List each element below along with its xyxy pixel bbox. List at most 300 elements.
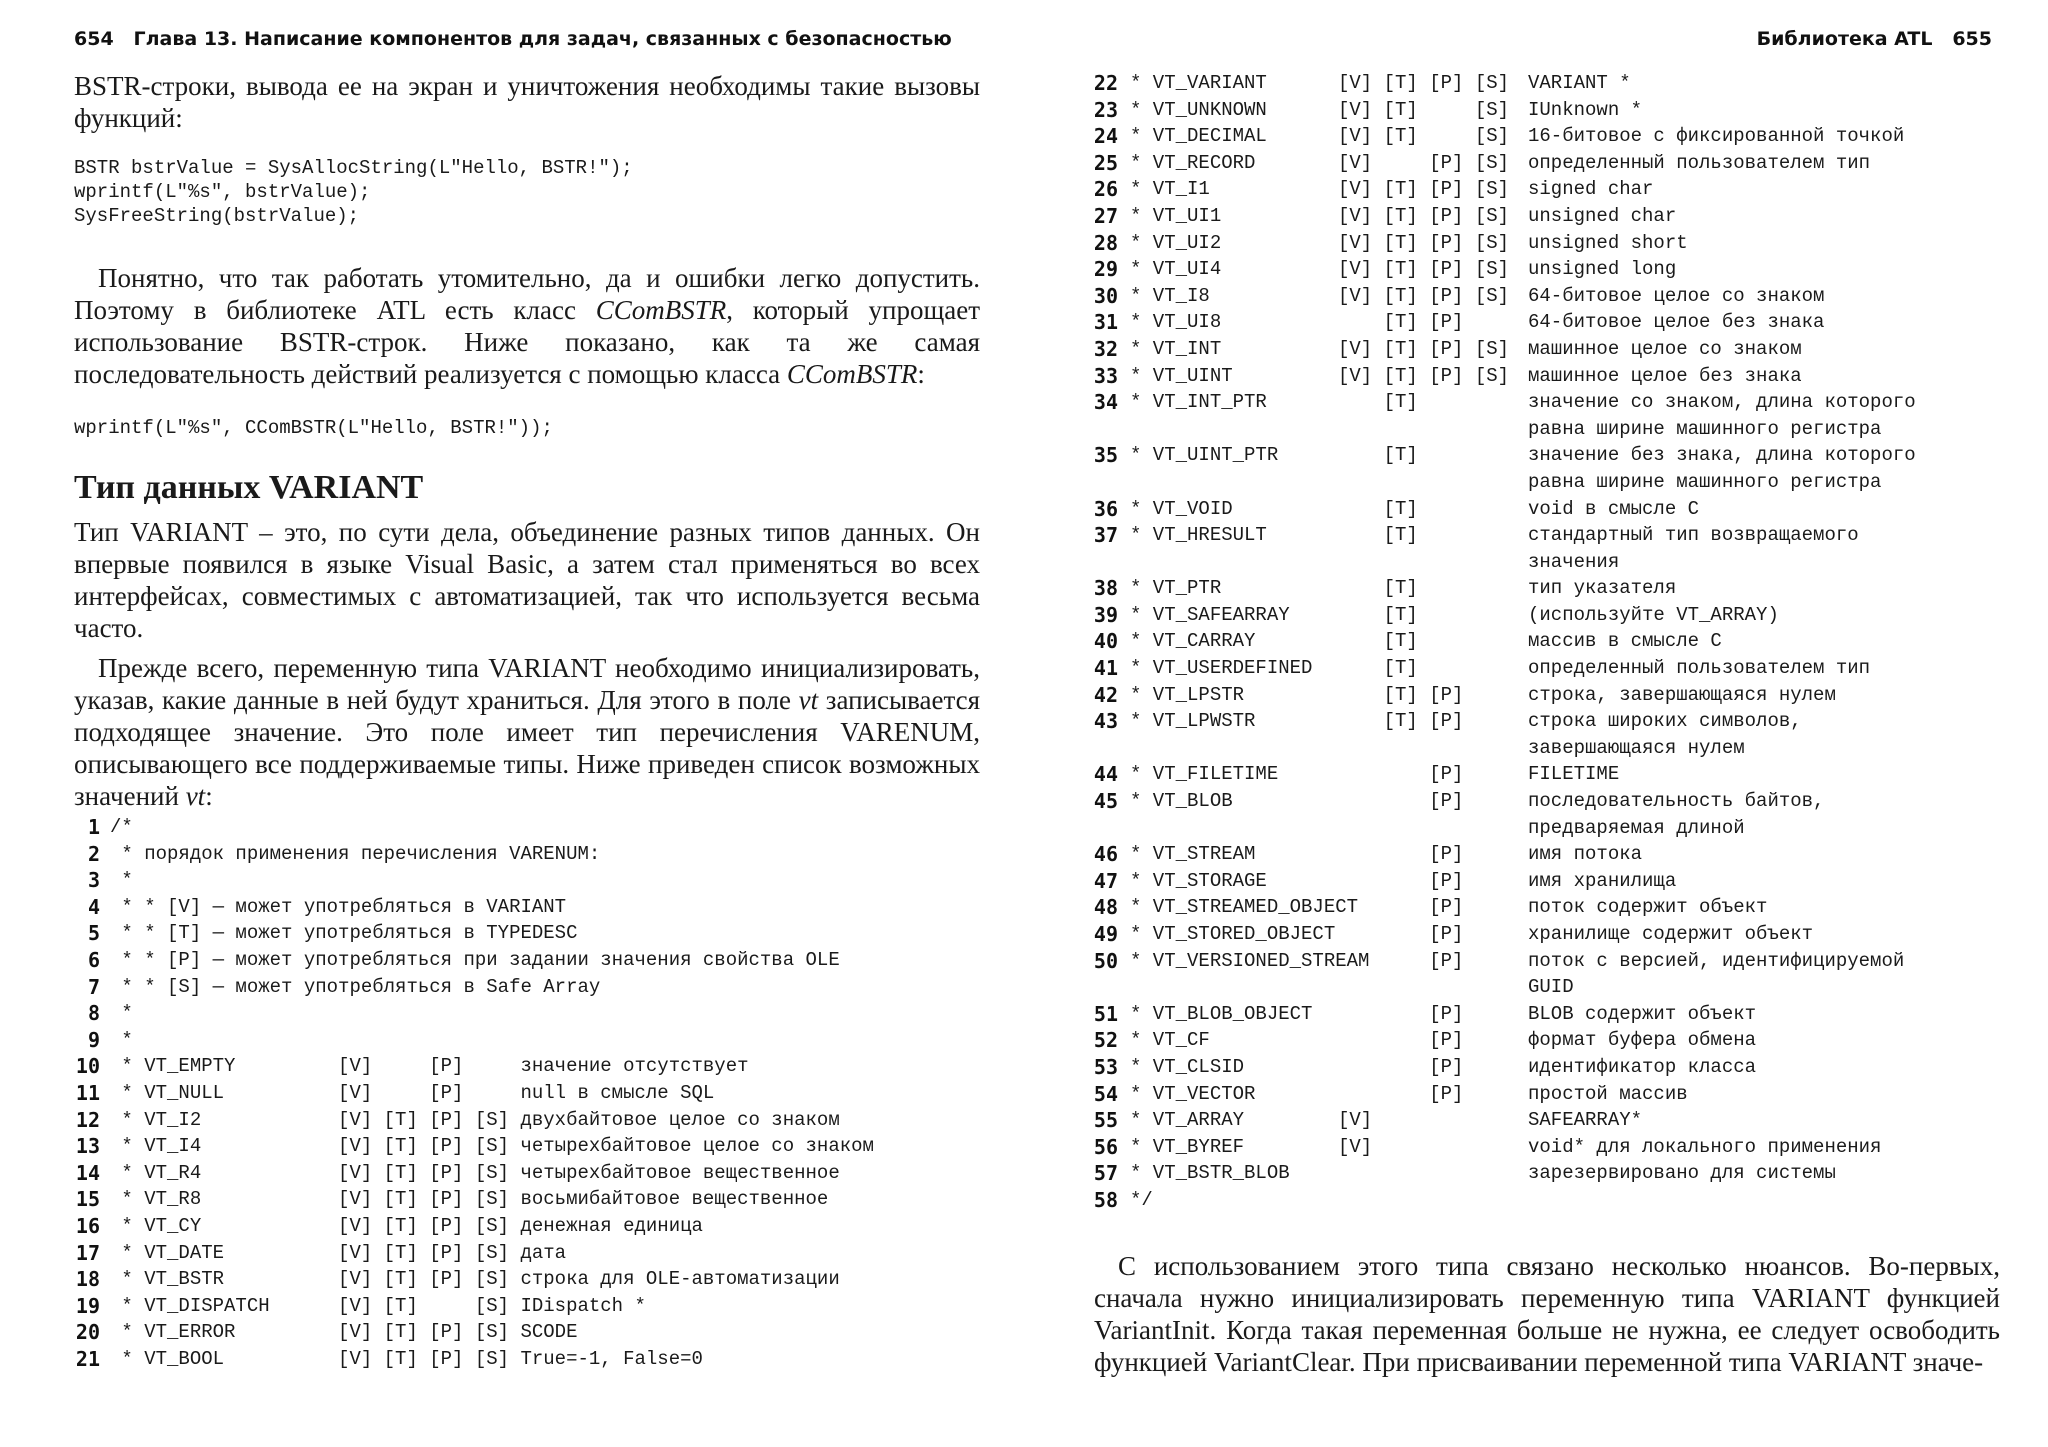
vt-name bbox=[1130, 735, 1338, 762]
listing-row bbox=[64, 1027, 1004, 1054]
vt-description: равна ширине машинного регистра bbox=[1528, 417, 1882, 440]
line-text: * bbox=[110, 1028, 133, 1051]
vt-name bbox=[1130, 549, 1338, 576]
line-number: 19 bbox=[75, 1293, 100, 1318]
vt-flags: [T] bbox=[1338, 630, 1418, 653]
emphasis-term: vt bbox=[798, 685, 819, 715]
vt-name: * VT_USERDEFINED bbox=[1130, 657, 1313, 680]
line-number: 27 bbox=[1093, 203, 1118, 228]
line-number: 58 bbox=[1093, 1187, 1118, 1212]
vt-name: * VT_VARIANT bbox=[1130, 72, 1267, 94]
vt-flags: [V] bbox=[1338, 1135, 1373, 1158]
listing-row bbox=[64, 867, 1004, 894]
vt-description: зарезервировано для системы bbox=[1528, 1162, 1836, 1185]
vt-name: * VT_RECORD bbox=[1130, 151, 1256, 174]
line-text: * VT_CY [V] [T] [P] [S] денежная единица bbox=[110, 1214, 703, 1237]
line-text: * VT_ERROR [V] [T] [P] [S] SCODE bbox=[110, 1321, 578, 1344]
vt-name: * VT_I8 bbox=[1130, 284, 1210, 307]
vt-description: определенный пользователем тип bbox=[1528, 657, 1871, 680]
vt-description: имя хранилища bbox=[1528, 869, 1677, 892]
vt-name: * VT_CARRAY bbox=[1130, 630, 1256, 653]
listing-row bbox=[1070, 442, 2020, 469]
listing-row bbox=[64, 1240, 1004, 1267]
line-text: * VT_I4 [V] [T] [P] [S] четырехбайтовое целое со знаком bbox=[110, 1135, 874, 1158]
line-number: 56 bbox=[1093, 1134, 1118, 1159]
listing-row bbox=[1070, 1027, 2020, 1054]
vt-flags: [V] [T] [P] [S] bbox=[1338, 284, 1510, 307]
varenum-listing-right bbox=[1070, 70, 2020, 1214]
vt-name: * VT_LPSTR bbox=[1130, 683, 1245, 706]
vt-flags: [T] bbox=[1338, 497, 1418, 520]
left-page-number: 654 bbox=[74, 28, 114, 50]
line-number: 3 bbox=[87, 868, 100, 893]
listing-row bbox=[1070, 761, 2020, 788]
vt-description: простой массив bbox=[1528, 1082, 1688, 1105]
line-number: 4 bbox=[87, 894, 100, 919]
listing-row bbox=[1070, 363, 2020, 390]
line-number: 1 bbox=[87, 815, 100, 839]
line-number: 17 bbox=[75, 1240, 100, 1265]
line-number: 21 bbox=[75, 1346, 100, 1371]
vt-description: завершающаяся нулем bbox=[1528, 736, 1745, 759]
listing-row bbox=[64, 1107, 1004, 1134]
vt-name: * VT_UI4 bbox=[1130, 258, 1222, 281]
paragraph-text: Прежде всего, переменную типа VARIANT необходимо инициализировать, указав, какие данные в ней будут храниться. Для этого в поле bbox=[74, 653, 980, 715]
listing-row bbox=[1070, 522, 2020, 549]
line-number: 57 bbox=[1093, 1161, 1118, 1186]
line-number: 2 bbox=[87, 841, 100, 866]
line-number: 53 bbox=[1093, 1054, 1118, 1079]
line-number: 24 bbox=[1093, 124, 1118, 149]
line-text: * VT_DISPATCH [V] [T] [S] IDispatch * bbox=[110, 1294, 646, 1317]
listing-row bbox=[64, 1053, 1004, 1080]
listing-row bbox=[1070, 1134, 2020, 1161]
listing-row bbox=[1070, 176, 2020, 203]
vt-description: строка, завершающаяся нулем bbox=[1528, 683, 1836, 706]
paragraph-text: Понятно, что так работать утомительно, да и ошибки легко допустить. Поэтому в библиотеке ATL есть класс bbox=[74, 263, 980, 325]
listing-row bbox=[64, 841, 1004, 868]
line-text: * порядок применения перечисления VARENUM: bbox=[110, 842, 601, 865]
listing-row bbox=[1070, 682, 2020, 709]
line-text: * VT_BOOL [V] [T] [P] [S] True=-1, False=0 bbox=[110, 1347, 703, 1370]
emphasis-term: vt bbox=[185, 781, 206, 811]
vt-description: тип указателя bbox=[1528, 577, 1677, 600]
vt-description: unsigned short bbox=[1528, 231, 1688, 254]
vt-description: unsigned long bbox=[1528, 258, 1677, 281]
line-number: 5 bbox=[87, 921, 100, 946]
vt-flags: [V] [T] [P] [S] bbox=[1338, 364, 1510, 387]
vt-description: формат буфера обмена bbox=[1528, 1029, 1757, 1052]
vt-name: * VT_BLOB_OBJECT bbox=[1130, 1002, 1313, 1025]
line-text: * VT_R8 [V] [T] [P] [S] восьмибайтовое вещественное bbox=[110, 1188, 829, 1211]
listing-continuation-row bbox=[1070, 549, 2020, 576]
vt-name bbox=[1130, 974, 1338, 1001]
line-number: 34 bbox=[1093, 390, 1118, 415]
listing-row bbox=[1070, 575, 2020, 602]
line-number: 42 bbox=[1093, 682, 1118, 707]
line-number: 11 bbox=[75, 1080, 100, 1105]
listing-row bbox=[1070, 150, 2020, 177]
vt-description: строка широких символов, bbox=[1528, 710, 1802, 733]
listing-row bbox=[64, 947, 1004, 974]
vt-flags bbox=[1338, 1187, 1528, 1214]
varenum-listing-left bbox=[64, 814, 1004, 1372]
listing-row bbox=[64, 1080, 1004, 1107]
listing-row bbox=[1070, 309, 2020, 336]
listing-row bbox=[1070, 283, 2020, 310]
vt-name: * VT_INT_PTR bbox=[1130, 391, 1267, 414]
vt-description: значение без знака, длина которого bbox=[1528, 444, 1916, 467]
line-number: 36 bbox=[1093, 496, 1118, 521]
vt-name: * VT_LPWSTR bbox=[1130, 710, 1256, 733]
intro-paragraph: BSTR-строки, вывода ее на экран и уничтожения необходимы такие вызовы функций: bbox=[74, 71, 980, 133]
listing-row bbox=[1070, 336, 2020, 363]
vt-flags: [P] bbox=[1338, 1029, 1464, 1052]
listing-continuation-row bbox=[1070, 469, 2020, 496]
vt-flags: [T] [P] bbox=[1338, 683, 1464, 706]
line-number: 15 bbox=[75, 1187, 100, 1212]
line-number: 46 bbox=[1093, 842, 1118, 867]
vt-flags: [P] bbox=[1338, 1002, 1464, 1025]
vt-description: void в смысле C bbox=[1528, 497, 1700, 520]
vt-flags: [P] bbox=[1338, 896, 1464, 919]
vt-name: * VT_CLSID bbox=[1130, 1055, 1245, 1078]
line-text: * * [P] — может употребляться при задании значения свойства OLE bbox=[110, 948, 840, 971]
line-number: 49 bbox=[1093, 922, 1118, 946]
vt-flags: [P] bbox=[1338, 843, 1464, 866]
vt-flags: [V] [T] [P] [S] bbox=[1338, 204, 1510, 227]
line-number: 8 bbox=[87, 1001, 100, 1026]
line-text: * bbox=[110, 869, 133, 892]
vt-flags: [T] bbox=[1338, 577, 1418, 600]
listing-continuation-row bbox=[1070, 735, 2020, 762]
vt-flags: [T] bbox=[1338, 391, 1418, 414]
vt-flags: [V] [T] [P] [S] bbox=[1338, 337, 1510, 360]
listing-row bbox=[64, 1346, 1004, 1373]
line-number: 28 bbox=[1093, 230, 1118, 255]
vt-description: void* для локального применения bbox=[1528, 1135, 1882, 1158]
paragraph-variant-nuances: С использованием этого типа связано несколько нюансов. Во-первых, сначала нужно инициализировать переменную типа VARIANT функцией VariantInit. Когда такая переменная больше не нужна, ее следует освободить функцией VariantClear. При присваивании переменной типа VARIANT значе- bbox=[1094, 1251, 2000, 1377]
line-number: 16 bbox=[75, 1213, 100, 1238]
vt-description: FILETIME bbox=[1528, 763, 1620, 786]
vt-flags: [P] bbox=[1338, 923, 1464, 945]
vt-flags bbox=[1338, 735, 1528, 762]
vt-name: * VT_FILETIME bbox=[1130, 763, 1279, 786]
left-chapter-title: Глава 13. Написание компонентов для задач, связанных с безопасностью bbox=[133, 28, 952, 50]
listing-row bbox=[64, 1319, 1004, 1346]
vt-description: предваряемая длиной bbox=[1528, 816, 1745, 839]
vt-description: хранилище содержит объект bbox=[1528, 923, 1814, 945]
vt-flags: [P] bbox=[1338, 763, 1464, 786]
vt-flags: [V] [T] [P] [S] bbox=[1338, 72, 1510, 94]
vt-flags: [V] [T] [S] bbox=[1338, 125, 1510, 148]
line-number: 48 bbox=[1093, 895, 1118, 920]
vt-flags bbox=[1338, 416, 1528, 443]
listing-row bbox=[1070, 1054, 2020, 1081]
line-number: 55 bbox=[1093, 1108, 1118, 1133]
listing-row bbox=[1070, 256, 2020, 283]
vt-name bbox=[1130, 815, 1338, 842]
listing-row bbox=[1070, 1107, 2020, 1134]
right-running-header bbox=[1757, 28, 1992, 50]
line-number: 9 bbox=[87, 1027, 100, 1052]
vt-flags: [P] bbox=[1338, 869, 1464, 892]
line-number: 41 bbox=[1093, 656, 1118, 681]
line-number: 50 bbox=[1093, 948, 1118, 973]
listing-row bbox=[1070, 230, 2020, 257]
vt-flags bbox=[1338, 1160, 1528, 1187]
code-block-1 bbox=[74, 156, 980, 228]
vt-flags: [T] bbox=[1338, 444, 1418, 467]
line-number: 14 bbox=[75, 1160, 100, 1185]
line-number: 13 bbox=[75, 1134, 100, 1159]
vt-flags bbox=[1338, 974, 1528, 1001]
listing-row bbox=[1070, 868, 2020, 895]
listing-continuation-row bbox=[1070, 815, 2020, 842]
vt-description: определенный пользователем тип bbox=[1528, 151, 1871, 174]
vt-flags bbox=[1338, 815, 1528, 842]
line-text: * VT_EMPTY [V] [P] значение отсутствует bbox=[110, 1055, 749, 1078]
listing-row bbox=[64, 1293, 1004, 1320]
line-number: 6 bbox=[87, 947, 100, 972]
vt-name: * VT_UI2 bbox=[1130, 231, 1222, 254]
vt-description: последовательность байтов, bbox=[1528, 790, 1825, 813]
vt-description: значение со знаком, длина которого bbox=[1528, 391, 1916, 414]
vt-description: машинное целое со знаком bbox=[1528, 337, 1802, 360]
vt-description: 64-битовое целое со знаком bbox=[1528, 284, 1825, 307]
code-line: BSTR bstrValue = SysAllocString(L"Hello, BSTR!"); bbox=[74, 157, 633, 179]
line-number: 52 bbox=[1093, 1028, 1118, 1053]
listing-row bbox=[64, 920, 1004, 947]
vt-name: * VT_STREAMED_OBJECT bbox=[1130, 896, 1359, 919]
line-text: * bbox=[110, 1002, 133, 1025]
vt-flags: [P] bbox=[1338, 949, 1464, 972]
vt-description: имя потока bbox=[1528, 843, 1643, 866]
listing-row bbox=[1070, 1160, 2020, 1187]
vt-flags: [T] bbox=[1338, 657, 1418, 680]
vt-flags: [T] bbox=[1338, 524, 1418, 547]
line-number: 35 bbox=[1093, 443, 1118, 468]
vt-description: 16-битовое с фиксированной точкой bbox=[1528, 125, 1905, 148]
vt-flags: [V] [T] [P] [S] bbox=[1338, 178, 1510, 201]
listing-row bbox=[64, 894, 1004, 921]
line-number: 33 bbox=[1093, 363, 1118, 388]
line-text: * VT_DATE [V] [T] [P] [S] дата bbox=[110, 1241, 567, 1264]
listing-row bbox=[1070, 948, 2020, 975]
line-number: 40 bbox=[1093, 629, 1118, 654]
vt-description: IUnknown * bbox=[1528, 98, 1643, 121]
listing-row bbox=[1070, 655, 2020, 682]
listing-row bbox=[64, 1160, 1004, 1187]
listing-row bbox=[1070, 97, 2020, 124]
vt-name: * VT_BSTR_BLOB bbox=[1130, 1162, 1290, 1185]
listing-row bbox=[64, 1266, 1004, 1293]
line-number: 12 bbox=[75, 1107, 100, 1132]
line-text: * * [V] — может употребляться в VARIANT bbox=[110, 895, 567, 918]
vt-name: * VT_ARRAY bbox=[1130, 1109, 1245, 1132]
line-number: 44 bbox=[1093, 762, 1118, 787]
listing-row bbox=[1070, 921, 2020, 948]
line-text: * * [T] — может употребляться в TYPEDESC bbox=[110, 922, 578, 945]
line-number: 47 bbox=[1093, 868, 1118, 893]
line-text: * * [S] — может употребляться в Safe Array bbox=[110, 975, 601, 998]
line-number: 18 bbox=[75, 1267, 100, 1292]
vt-description: (используйте VT_ARRAY) bbox=[1528, 603, 1779, 626]
vt-flags: [P] bbox=[1338, 1055, 1464, 1078]
line-number: 23 bbox=[1093, 97, 1118, 122]
right-page bbox=[1024, 0, 2048, 1447]
line-text: * VT_NULL [V] [P] null в смысле SQL bbox=[110, 1081, 715, 1104]
listing-row bbox=[1070, 1187, 2020, 1214]
vt-name: * VT_UINT_PTR bbox=[1130, 444, 1279, 467]
vt-description: массив в смысле C bbox=[1528, 630, 1722, 653]
code-line: wprintf(L"%s", bstrValue); bbox=[74, 181, 371, 203]
paragraph-variant-intro: Тип VARIANT – это, по сути дела, объединение разных типов данных. Он впервые появился в языке Visual Basic, а затем стал применяться во всех интерфейсах, совместимых с автоматизацией, так что используется весьма часто. bbox=[74, 517, 980, 643]
vt-name: */ bbox=[1130, 1188, 1153, 1211]
vt-description: поток содержит объект bbox=[1528, 896, 1768, 919]
paragraph-ccombstr bbox=[74, 262, 980, 390]
vt-description: машинное целое без знака bbox=[1528, 364, 1802, 387]
line-number: 7 bbox=[87, 974, 100, 999]
listing-row bbox=[1070, 1081, 2020, 1108]
vt-description: BLOB содержит объект bbox=[1528, 1002, 1757, 1025]
vt-flags: [V] [T] [P] [S] bbox=[1338, 231, 1510, 254]
vt-name: * VT_INT bbox=[1130, 337, 1222, 360]
listing-row bbox=[64, 814, 1004, 841]
line-number: 31 bbox=[1093, 310, 1118, 335]
vt-flags: [P] bbox=[1338, 790, 1464, 813]
right-section-title: Библиотека ATL bbox=[1756, 28, 1933, 50]
vt-name: * VT_UNKNOWN bbox=[1130, 98, 1267, 121]
line-number: 43 bbox=[1093, 709, 1118, 734]
vt-name: * VT_CF bbox=[1130, 1029, 1210, 1052]
line-number: 10 bbox=[75, 1054, 100, 1079]
vt-flags: [T] [P] bbox=[1338, 710, 1464, 733]
listing-continuation-row bbox=[1070, 416, 2020, 443]
vt-name: * VT_VOID bbox=[1130, 497, 1233, 520]
vt-flags bbox=[1338, 469, 1528, 496]
listing-row bbox=[1070, 1001, 2020, 1028]
vt-name: * VT_UI8 bbox=[1130, 311, 1222, 334]
vt-name: * VT_VECTOR bbox=[1130, 1082, 1256, 1105]
line-number: 51 bbox=[1093, 1001, 1118, 1026]
line-number: 20 bbox=[75, 1320, 100, 1345]
listing-row bbox=[1070, 389, 2020, 416]
paragraph-text: записывается подходящее значение. Это поле имеет тип перечисления VARENUM, описывающего все поддерживаемые типы. Ниже приведен список возможных значений bbox=[74, 685, 980, 811]
vt-flags: [V] [T] [P] [S] bbox=[1338, 258, 1510, 281]
vt-description: VARIANT * bbox=[1528, 72, 1631, 94]
line-number: 22 bbox=[1093, 71, 1118, 95]
emphasis-term: CComBSTR bbox=[786, 359, 918, 389]
line-number: 37 bbox=[1093, 523, 1118, 548]
line-number: 38 bbox=[1093, 576, 1118, 601]
vt-description: unsigned char bbox=[1528, 204, 1677, 227]
listing-row bbox=[1070, 496, 2020, 523]
vt-description: стандартный тип возвращаемого bbox=[1528, 524, 1859, 547]
line-text: * VT_R4 [V] [T] [P] [S] четырехбайтовое вещественное bbox=[110, 1161, 840, 1184]
vt-name bbox=[1130, 469, 1338, 496]
vt-description: равна ширине машинного регистра bbox=[1528, 470, 1882, 493]
line-number: 39 bbox=[1093, 602, 1118, 627]
vt-flags: [V] [P] [S] bbox=[1338, 151, 1510, 174]
vt-description: SAFEARRAY* bbox=[1528, 1109, 1643, 1132]
vt-name: * VT_STREAM bbox=[1130, 843, 1256, 866]
line-number: 29 bbox=[1093, 257, 1118, 282]
listing-row bbox=[1070, 788, 2020, 815]
listing-row bbox=[64, 1000, 1004, 1027]
line-text: * VT_I2 [V] [T] [P] [S] двухбайтовое целое со знаком bbox=[110, 1108, 840, 1131]
vt-description: signed char bbox=[1528, 178, 1654, 201]
line-number: 54 bbox=[1093, 1081, 1118, 1106]
listing-row bbox=[64, 974, 1004, 1001]
vt-flags: [T] bbox=[1338, 603, 1418, 626]
vt-flags: [V] bbox=[1338, 1109, 1373, 1132]
vt-name bbox=[1130, 416, 1338, 443]
vt-name: * VT_I1 bbox=[1130, 178, 1210, 201]
right-page-number: 655 bbox=[1952, 28, 1992, 50]
listing-row bbox=[64, 1186, 1004, 1213]
vt-name: * VT_PTR bbox=[1130, 577, 1222, 600]
listing-row bbox=[1070, 841, 2020, 868]
code-block-2: wprintf(L"%s", CComBSTR(L"Hello, BSTR!")); bbox=[74, 417, 553, 439]
vt-description: идентификатор класса bbox=[1528, 1055, 1757, 1078]
vt-description: поток с версией, идентифицируемой bbox=[1528, 949, 1905, 972]
line-text: * VT_BSTR [V] [T] [P] [S] строка для OLE-автоматизации bbox=[110, 1268, 840, 1291]
line-text: /* bbox=[110, 816, 133, 838]
vt-name: * VT_BYREF bbox=[1130, 1135, 1245, 1158]
vt-name: * VT_HRESULT bbox=[1130, 524, 1267, 547]
vt-description: значения bbox=[1528, 550, 1620, 573]
emphasis-term: CComBSTR bbox=[595, 295, 727, 325]
listing-row bbox=[64, 1133, 1004, 1160]
vt-name: * VT_UI1 bbox=[1130, 204, 1222, 227]
vt-name: * VT_VERSIONED_STREAM bbox=[1130, 949, 1370, 972]
listing-row bbox=[1070, 123, 2020, 150]
left-running-header bbox=[74, 28, 952, 50]
line-number: 45 bbox=[1093, 789, 1118, 814]
vt-name: * VT_DECIMAL bbox=[1130, 125, 1267, 148]
vt-flags bbox=[1338, 549, 1528, 576]
paragraph-text: , который упрощает использование BSTR-строк. Ниже показано, как та же самая последовательность действий реализуется с помощью класса bbox=[74, 295, 981, 389]
listing-row bbox=[64, 1213, 1004, 1240]
vt-description: GUID bbox=[1528, 976, 1574, 999]
code-line: SysFreeString(bstrValue); bbox=[74, 205, 360, 227]
paragraph-text: : bbox=[205, 781, 213, 811]
vt-name: * VT_STORED_OBJECT bbox=[1130, 923, 1336, 945]
listing-row bbox=[1070, 70, 2020, 97]
line-number: 30 bbox=[1093, 283, 1118, 308]
vt-name: * VT_STORAGE bbox=[1130, 869, 1267, 892]
vt-name: * VT_UINT bbox=[1130, 364, 1233, 387]
listing-row bbox=[1070, 203, 2020, 230]
vt-flags: [V] [T] [S] bbox=[1338, 98, 1510, 121]
line-number: 32 bbox=[1093, 336, 1118, 361]
line-number: 26 bbox=[1093, 177, 1118, 202]
listing-row bbox=[1070, 708, 2020, 735]
listing-row bbox=[1070, 628, 2020, 655]
section-title: Тип данных VARIANT bbox=[74, 469, 424, 506]
listing-row bbox=[1070, 894, 2020, 921]
listing-row bbox=[1070, 602, 2020, 629]
paragraph-variant-init bbox=[74, 652, 980, 812]
vt-name: * VT_SAFEARRAY bbox=[1130, 603, 1290, 626]
line-number: 25 bbox=[1093, 150, 1118, 175]
listing-continuation-row bbox=[1070, 974, 2020, 1001]
vt-description: 64-битовое целое без знака bbox=[1528, 311, 1825, 334]
vt-flags: [T] [P] bbox=[1338, 311, 1464, 334]
vt-name: * VT_BLOB bbox=[1130, 790, 1233, 813]
paragraph-text: : bbox=[917, 359, 925, 389]
